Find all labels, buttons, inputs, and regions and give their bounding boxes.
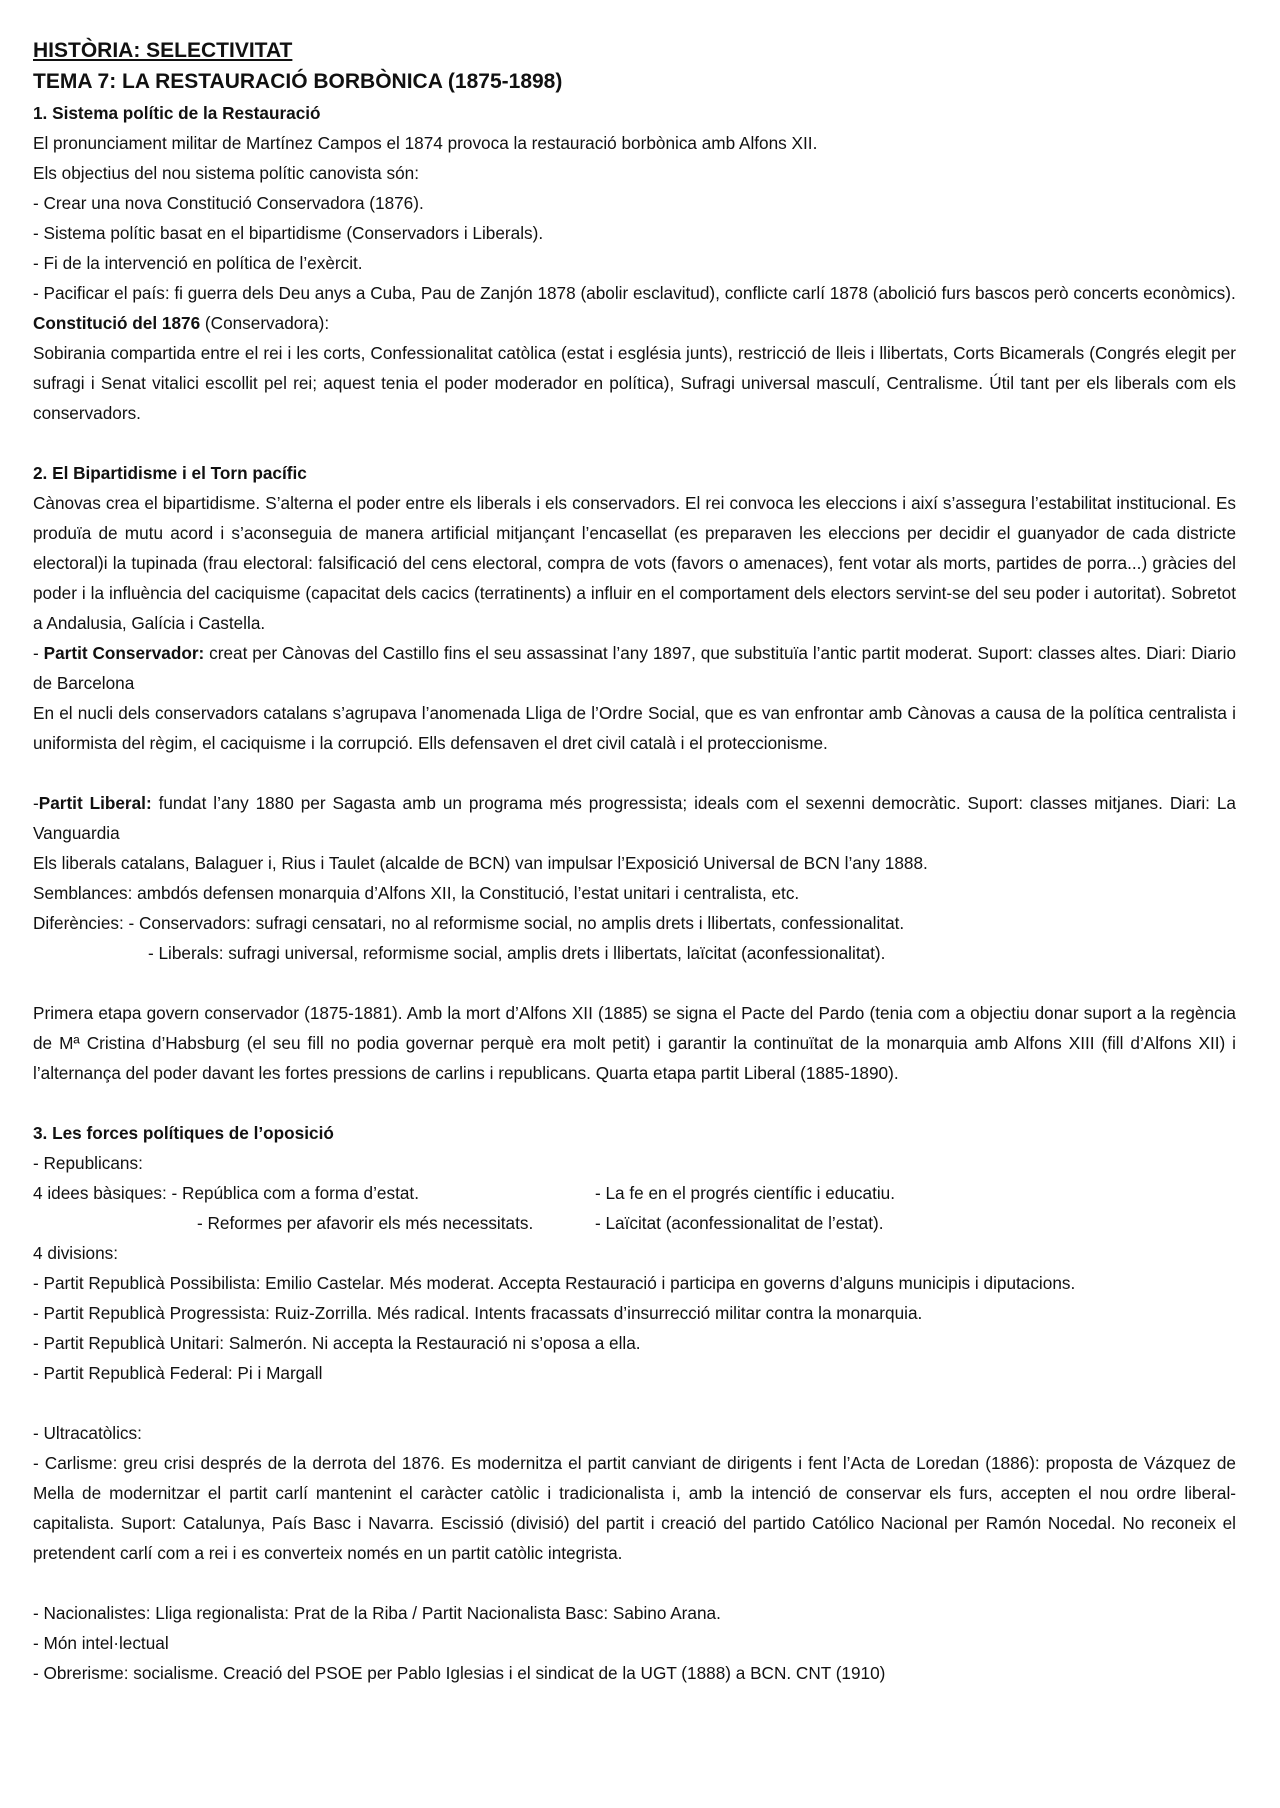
section-3: [33, 1118, 1236, 1688]
paragraph: Primera etapa govern conservador (1875-1881). Amb la mort d’Alfons XII (1885) se signa el Pacte del Pardo (tenia com a objectiu donar suport a la regència de Mª Cristina d’Habsburg (el seu fill no podia governar perquè era molt petit) i garantir la continuïtat de la monarquia amb Alfons XIII (fill d’Alfons XII) i l’alternança del poder davant les fortes pressions de carlins i republicans. Quarta etapa partit Liberal (1885-1890).: [33, 1003, 1236, 1083]
idea-item: - Laïcitat (aconfessionalitat de l’estat).: [595, 1213, 884, 1233]
list-item: - Partit Republicà Progressista: Ruiz-Zorrilla. Més radical. Intents fracassats d’insurrecció militar contra la monarquia.: [33, 1303, 923, 1323]
conservative-party-text: creat per Cànovas del Castillo fins el seu assassinat l’any 1897, que substituïa l’antic partit moderat. Suport: classes altes. Diari: Diario de Barcelona: [33, 643, 1236, 693]
liberal-party-text: fundat l’any 1880 per Sagasta amb un programa més progressista; ideals com el sexenni democràtic. Suport: classes mitjanes. Diari: La Vanguardia: [33, 793, 1236, 843]
list-item: - Sistema polític basat en el bipartidisme (Conservadors i Liberals).: [33, 223, 544, 243]
constitution-heading-suffix: (Conservadora):: [200, 313, 330, 333]
paragraph: - Liberals: sufragi universal, reformisme social, amplis drets i llibertats, laïcitat (aconfessionalitat).: [148, 943, 886, 963]
list-item: - Carlisme: greu crisi després de la derrota del 1876. Es modernitza el partit canviant de dirigents i fent l’Acta de Loredan (1886): proposta de Vázquez de Mella de modernitzar el partit carlí mantenint el caràcter catòlic i tradicionalista i, amb la intenció de conservar els furs, accepten el nou ordre liberal-capitalista. Suport: Catalunya, País Basc i Navarra. Escissió (divisió) del partit i creació del partido Católico Nacional per Ramón Nocedal. No reconeix el pretendent carlí com a rei i es converteix només en un partit catòlic integrista.: [33, 1453, 1236, 1563]
liberal-party-label: Partit Liberal:: [38, 793, 152, 813]
list-item: - Partit Republicà Unitari: Salmerón. Ni accepta la Restauració ni s’oposa a ella.: [33, 1333, 641, 1353]
paragraph: Semblances: ambdós defensen monarquia d’Alfons XII, la Constitució, l’estat unitari i centralista, etc.: [33, 883, 800, 903]
list-item: - Nacionalistes: Lliga regionalista: Prat de la Riba / Partit Nacionalista Basc: Sabino Arana.: [33, 1603, 721, 1623]
list-item: - Crear una nova Constitució Conservadora (1876).: [33, 193, 424, 213]
list-item: - Món intel·lectual: [33, 1633, 169, 1653]
ideas-row: [33, 1208, 1236, 1238]
paragraph: En el nucli dels conservadors catalans s’agrupava l’anomenada Lliga de l’Ordre Social, que es van enfrontar amb Cànovas a causa de la política centralista i uniformista del règim, el caciquisme i la corrupció. Ells defensaven el dret civil català i el proteccionisme.: [33, 703, 1236, 753]
list-item: - Partit Republicà Federal: Pi i Margall: [33, 1363, 323, 1383]
paragraph: Cànovas crea el bipartidisme. S’alterna el poder entre els liberals i els conservadors. El rei convoca les eleccions i així s’assegura l’estabilitat institucional. Es produïa de mutu acord i s’aconseguia de manera artificial mitjançant l’encasellat (es preparaven les eleccions per decidir el guanyador de cada districte electoral)i la tupinada (frau electoral: falsificació del cens electoral, compra de vots (favors o amenaces), fent votar als morts, partides de porra...) gràcies del poder i la influència del caciquisme (capacitat dels cacics (terratinents) a influir en el comportament dels electors servint-se del seu poder i autoritat). Sobretot a Andalusia, Galícia i Castella.: [33, 493, 1236, 633]
section-2: [33, 458, 1236, 1088]
paragraph: El pronunciament militar de Martínez Campos el 1874 provoca la restauració borbònica amb Alfons XII.: [33, 133, 818, 153]
section-2-heading: 2. El Bipartidisme i el Torn pacífic: [33, 463, 307, 483]
paragraph: Els objectius del nou sistema polític canovista són:: [33, 163, 419, 183]
constitution-heading: Constitució del 1876: [33, 313, 201, 333]
document-title: HISTÒRIA: SELECTIVITAT: [33, 39, 293, 62]
idea-item: 4 idees bàsiques: - República com a forma d’estat.: [33, 1183, 419, 1203]
list-item: - Fi de la intervenció en política de l’exèrcit.: [33, 253, 363, 273]
paragraph: Diferències: - Conservadors: sufragi censatari, no al reformisme social, no amplis drets i llibertats, confessionalitat.: [33, 913, 905, 933]
list-item: - Republicans:: [33, 1153, 143, 1173]
section-3-heading: 3. Les forces polítiques de l’oposició: [33, 1123, 334, 1143]
paragraph: Els liberals catalans, Balaguer i, Rius i Taulet (alcalde de BCN) van impulsar l’Exposició Universal de BCN l’any 1888.: [33, 853, 928, 873]
liberal-party-paragraph: [33, 788, 1236, 848]
list-item: - Ultracatòlics:: [33, 1423, 142, 1443]
conservative-party-paragraph: [33, 638, 1236, 698]
topic-title: TEMA 7: LA RESTAURACIÓ BORBÒNICA (1875-1898): [33, 70, 563, 93]
paragraph: 4 divisions:: [33, 1243, 119, 1263]
section-1: [33, 98, 1236, 428]
idea-item: - La fe en el progrés científic i educatiu.: [595, 1183, 895, 1203]
idea-item: - Reformes per afavorir els més necessitats.: [197, 1213, 534, 1233]
constitution-heading-line: [33, 308, 1236, 338]
section-1-heading: 1. Sistema polític de la Restauració: [33, 103, 321, 123]
list-prefix: -: [33, 643, 44, 663]
list-item: - Partit Republicà Possibilista: Emilio Castelar. Més moderat. Accepta Restauració i participa en governs d’alguns municipis i diputacions.: [33, 1273, 1076, 1293]
conservative-party-label: Partit Conservador:: [43, 643, 205, 663]
ideas-row: [33, 1178, 1236, 1208]
paragraph: Sobirania compartida entre el rei i les corts, Confessionalitat catòlica (estat i església junts), restricció de lleis i llibertats, Corts Bicamerals (Congrés elegit per sufragi i Senat vitalici escollit pel rei; aquest tenia el poder moderador en política), Sufragi universal masculí, Centralisme. Útil tant per els liberals com els conservadors.: [33, 343, 1236, 423]
list-item: - Obrerisme: socialisme. Creació del PSOE per Pablo Iglesias i el sindicat de la UGT (1888) a BCN. CNT (1910): [33, 1663, 886, 1683]
list-item: - Pacificar el país: fi guerra dels Deu anys a Cuba, Pau de Zanjón 1878 (abolir esclavitud), conflicte carlí 1878 (abolició furs bascos però concerts econòmics).: [33, 283, 1236, 303]
list-prefix: -: [33, 793, 39, 813]
